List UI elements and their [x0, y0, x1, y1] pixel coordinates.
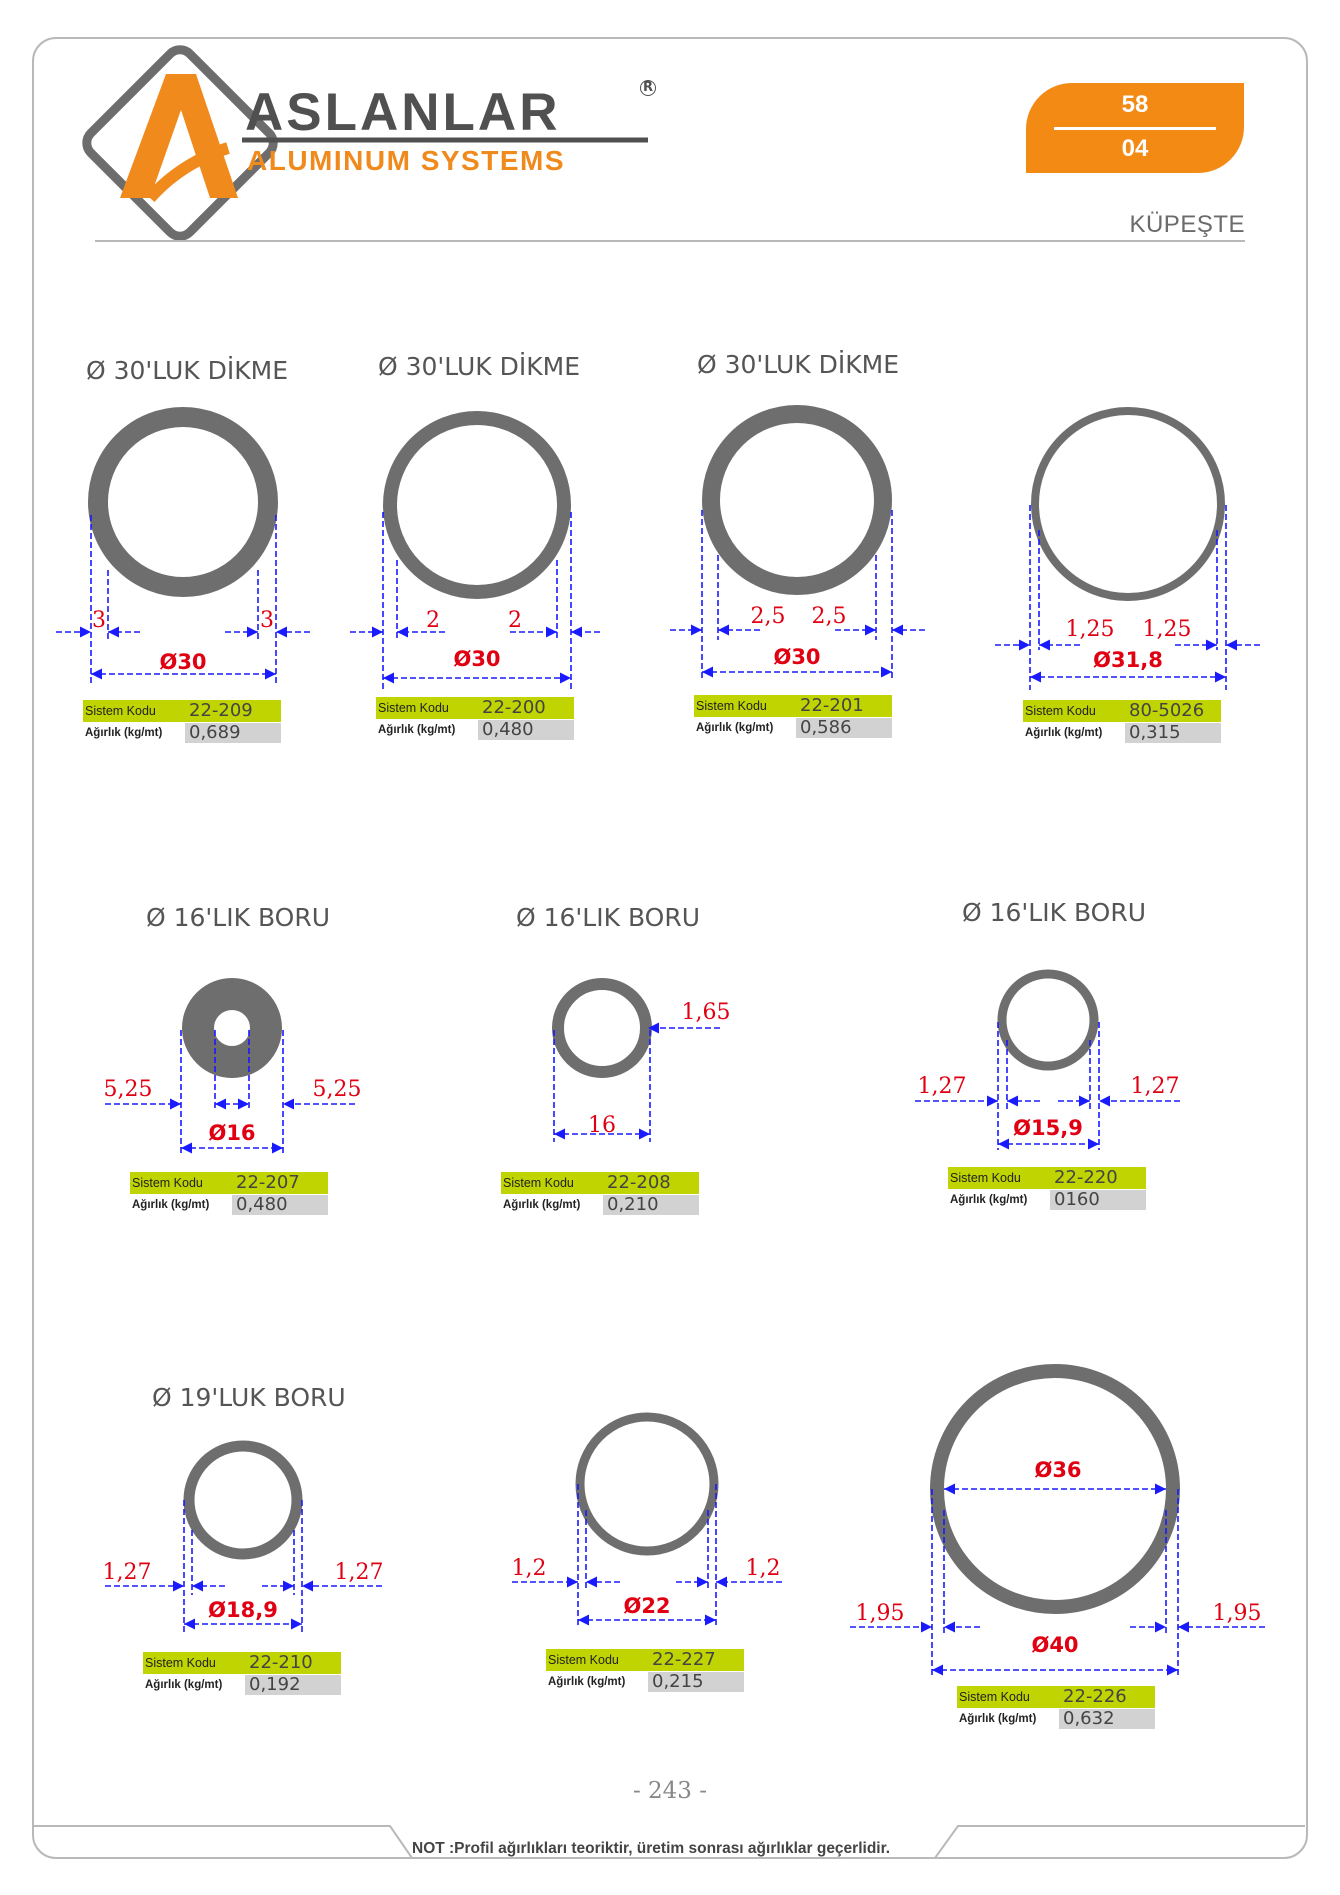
diameter-dim: Ø16 — [208, 1121, 256, 1145]
diameter-dim: Ø30 — [159, 650, 207, 674]
code-label: Sistem Kodu — [503, 1176, 574, 1190]
code-label: Sistem Kodu — [950, 1171, 1021, 1185]
profile-title: Ø 19'LUK BORU — [152, 1383, 346, 1412]
profile-title: Ø 30'LUK DİKME — [86, 356, 289, 385]
footer-note: NOT :Profil ağırlıkları teoriktir, üretim sonrası ağırlıklar geçerlidir. — [412, 1840, 891, 1857]
wall-dim-left: 1,2 — [511, 1556, 547, 1581]
code-label: Sistem Kodu — [696, 699, 767, 713]
weight-label: Ağırlık (kg/mt) — [1025, 727, 1103, 739]
inner-diameter-dim: Ø36 — [1034, 1458, 1082, 1482]
registered-mark-icon: R — [640, 80, 656, 96]
wall-dim-left: 1,25 — [1065, 617, 1115, 642]
brand-name: ASLANLAR — [245, 83, 561, 142]
weight-label: Ağırlık (kg/mt) — [132, 1199, 210, 1211]
weight-value: 0,315 — [1125, 723, 1221, 743]
code-label: Sistem Kodu — [132, 1176, 203, 1190]
code-value: 22-208 — [607, 1172, 671, 1193]
diameter-dim: Ø40 — [1031, 1633, 1079, 1657]
weight-label: Ağırlık (kg/mt) — [959, 1713, 1037, 1725]
weight-label: Ağırlık (kg/mt) — [503, 1199, 581, 1211]
code-label: Sistem Kodu — [959, 1690, 1030, 1704]
wall-dim-right: 1,95 — [1212, 1601, 1262, 1626]
diameter-dim: 16 — [588, 1113, 616, 1138]
weight-label: Ağırlık (kg/mt) — [696, 722, 774, 734]
profile-title: Ø 16'LIK BORU — [516, 903, 701, 932]
section-title: KÜPEŞTE — [1129, 211, 1245, 238]
code-value: 22-209 — [189, 700, 253, 721]
wall-dim-left: 3 — [92, 608, 106, 633]
wall-dim-right: 2 — [508, 608, 522, 633]
diameter-dim: Ø18,9 — [208, 1598, 278, 1622]
weight-value: 0,480 — [478, 720, 574, 740]
code-value: 22-207 — [236, 1172, 300, 1193]
code-label: Sistem Kodu — [85, 704, 156, 718]
profile-title: Ø 30'LUK DİKME — [697, 350, 900, 379]
wall-dim-left: 1,27 — [102, 1560, 152, 1585]
weight-value: 0,480 — [232, 1195, 328, 1215]
code-value: 22-220 — [1054, 1167, 1118, 1188]
code-label: Sistem Kodu — [548, 1653, 619, 1667]
wall-dim-left: 2 — [426, 608, 440, 633]
profile-title: Ø 16'LIK BORU — [962, 898, 1147, 927]
weight-label: Ağırlık (kg/mt) — [85, 727, 163, 739]
badge-bottom: 04 — [1121, 135, 1149, 162]
weight-value: 0,586 — [796, 718, 892, 738]
code-value: 22-201 — [800, 695, 864, 716]
wall-dim-left: 1,27 — [917, 1074, 967, 1099]
wall-dim: 1,65 — [681, 1000, 731, 1025]
weight-label: Ağırlık (kg/mt) — [378, 724, 456, 736]
code-label: Sistem Kodu — [145, 1656, 216, 1670]
weight-label: Ağırlık (kg/mt) — [145, 1679, 223, 1691]
diameter-dim: Ø30 — [773, 645, 821, 669]
weight-value: 0160 — [1050, 1190, 1146, 1210]
code-label: Sistem Kodu — [378, 701, 449, 715]
profile-title: Ø 16'LIK BORU — [146, 903, 331, 932]
weight-value: 0,632 — [1059, 1709, 1155, 1729]
page-number: - 243 - — [632, 1778, 708, 1804]
code-value: 80-5026 — [1129, 700, 1205, 721]
wall-dim-left: 5,25 — [103, 1077, 153, 1102]
wall-dim-right: 3 — [260, 608, 274, 633]
weight-value: 0,215 — [648, 1672, 744, 1692]
diameter-dim: Ø30 — [453, 647, 501, 671]
weight-value: 0,689 — [185, 723, 281, 743]
wall-dim-left: 2,5 — [750, 604, 786, 629]
diameter-dim: Ø22 — [623, 1594, 671, 1618]
code-label: Sistem Kodu — [1025, 704, 1096, 718]
wall-dim-right: 1,27 — [334, 1560, 384, 1585]
badge-top: 58 — [1121, 91, 1149, 118]
wall-dim-right: 1,2 — [745, 1556, 781, 1581]
diameter-dim: Ø15,9 — [1013, 1116, 1083, 1140]
wall-dim-right: 1,27 — [1130, 1074, 1180, 1099]
weight-label: Ağırlık (kg/mt) — [548, 1676, 626, 1688]
weight-value: 0,192 — [245, 1675, 341, 1695]
brand-tagline: ALUMINUM SYSTEMS — [247, 145, 565, 176]
code-value: 22-227 — [652, 1649, 716, 1670]
code-value: 22-200 — [482, 697, 546, 718]
wall-dim-left: 1,95 — [855, 1601, 905, 1626]
weight-label: Ağırlık (kg/mt) — [950, 1194, 1028, 1206]
diameter-dim: Ø31,8 — [1093, 648, 1163, 672]
code-value: 22-210 — [249, 1652, 313, 1673]
profile-title: Ø 30'LUK DİKME — [378, 352, 581, 381]
weight-value: 0,210 — [603, 1195, 699, 1215]
wall-dim-right: 2,5 — [811, 604, 847, 629]
code-value: 22-226 — [1063, 1686, 1127, 1707]
wall-dim-right: 1,25 — [1142, 617, 1192, 642]
wall-dim-right: 5,25 — [312, 1077, 362, 1102]
